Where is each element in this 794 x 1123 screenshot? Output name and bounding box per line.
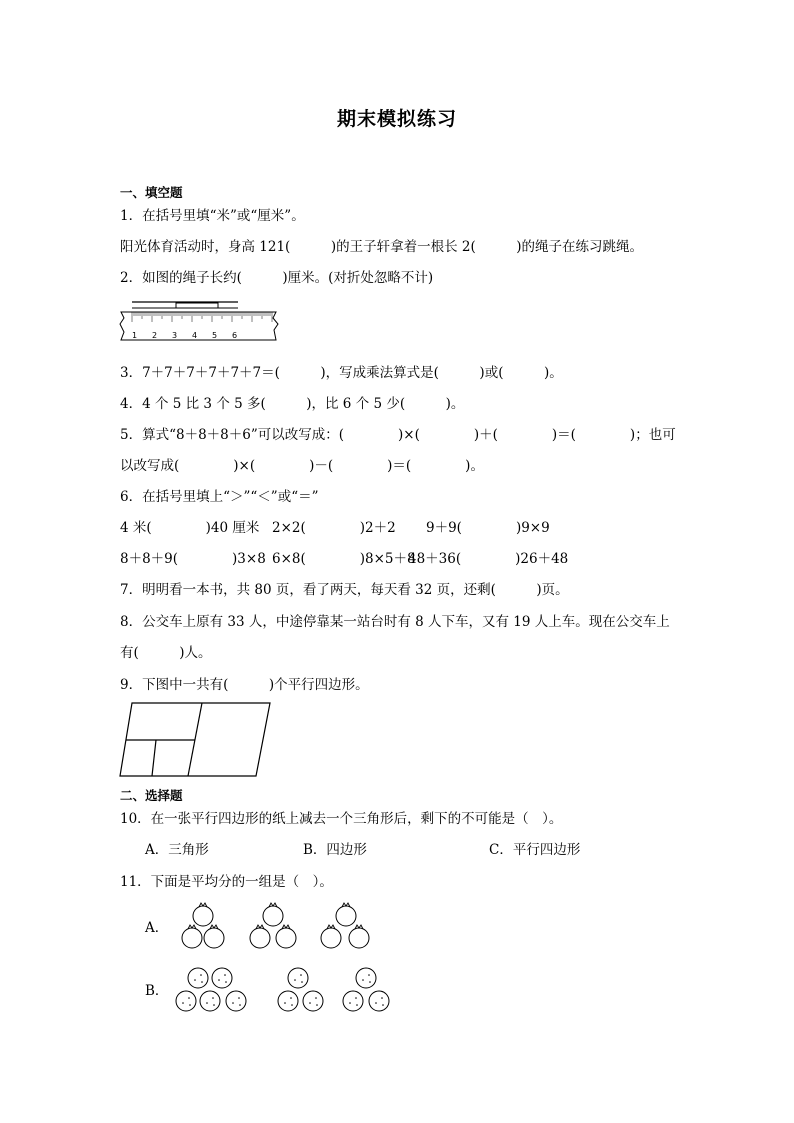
- question-3: 3．7＋7＋7＋7＋7＋7＝( )，写成乘法算式是( )或( )。: [120, 365, 563, 381]
- apple-icon: [204, 925, 224, 948]
- question-2: 2．如图的绳子长约( )厘米。(对折处忽略不计): [120, 270, 434, 286]
- parallelogram-figure: [118, 700, 272, 780]
- orange-icon: [176, 991, 196, 1011]
- orange-icon: [278, 991, 298, 1011]
- option-b-fruit-groups: [176, 968, 389, 1011]
- question-4: 4．4 个 5 比 3 个 5 多( )，比 6 个 5 少( )。: [120, 396, 465, 412]
- question-9: 9．下图中一共有( )个平行四边形。: [120, 677, 369, 693]
- question-10: 10．在一张平行四边形的纸上减去一个三角形后，剩下的不可能是（ ）。: [120, 811, 563, 827]
- apple-icon: [263, 903, 283, 926]
- q6-item: 9＋9( )9×9: [426, 520, 550, 536]
- question-5: 5．算式“8＋8＋8＋6”可以改写成：( )×( )＋( )＝( )；也可: [120, 427, 676, 443]
- ruler-label: 3: [172, 331, 178, 340]
- orange-icon: [188, 968, 208, 988]
- apple-icon: [321, 925, 341, 948]
- ruler-figure: [118, 298, 280, 346]
- question-5-continued: 以改写成( )×( )－( )＝( )。: [120, 458, 484, 474]
- orange-icon: [288, 968, 308, 988]
- question-7: 7．明明看一本书，共 80 页，看了两天，每天看 32 页，还剩( )页。: [120, 582, 569, 598]
- q11-option-b-label: B．: [145, 983, 169, 999]
- ruler-label: 2: [152, 331, 158, 340]
- q10-option-a: A．三角形: [145, 842, 209, 858]
- ruler-body: [120, 312, 278, 340]
- orange-icon: [303, 991, 323, 1011]
- section-heading-multiple-choice: 二、选择题: [120, 788, 183, 803]
- q6-item: 48＋36( )26＋48: [408, 551, 569, 567]
- ruler-label: 1: [132, 331, 138, 340]
- apple-icon: [349, 925, 369, 948]
- orange-icon: [200, 991, 220, 1011]
- apple-icon: [250, 925, 270, 948]
- q6-item: 8＋8＋9( )3×8: [120, 551, 266, 567]
- question-8: 8．公交车上原有 33 人，中途停靠某一站台时有 8 人下车，又有 19 人上车。现在公交车上: [120, 614, 670, 630]
- section-heading-fill-blanks: 一、填空题: [120, 185, 183, 200]
- ruler-label: 5: [212, 331, 218, 340]
- apple-icon: [276, 925, 296, 948]
- q10-option-c: C．平行四边形: [489, 842, 581, 858]
- ruler-label: 4: [192, 331, 198, 340]
- ruler-label: 6: [232, 331, 238, 340]
- question-6: 6．在括号里填上“＞”“＜”或“＝”: [120, 489, 319, 505]
- question-1: 1．在括号里填“米”或“厘米”。: [120, 208, 305, 224]
- page-title: 期末模拟练习: [336, 108, 457, 130]
- question-1-text: 阳光体育活动时，身高 121( )的王子轩拿着一根长 2( )的绳子在练习跳绳。: [120, 239, 644, 255]
- q6-item: 4 米( )40 厘米: [120, 520, 260, 536]
- divider-line: [152, 740, 156, 776]
- option-a-fruit-groups: [182, 903, 369, 948]
- question-11: 11．下面是平均分的一组是（ ）。: [120, 874, 333, 890]
- q10-option-b: B．四边形: [303, 842, 367, 858]
- orange-icon: [226, 991, 246, 1011]
- orange-icon: [356, 968, 376, 988]
- q6-item: 2×2( )2＋2: [272, 520, 396, 536]
- apple-icon: [182, 925, 202, 948]
- q11-fruit-groups: [165, 898, 405, 1018]
- orange-icon: [343, 991, 363, 1011]
- question-8-continued: 有( )人。: [120, 645, 212, 661]
- orange-icon: [369, 991, 389, 1011]
- apple-icon: [336, 903, 356, 926]
- apple-icon: [193, 903, 213, 926]
- orange-icon: [212, 968, 232, 988]
- rope-fold: [176, 303, 218, 308]
- q11-option-a-label: A．: [145, 920, 169, 936]
- q6-item: 6×8( )8×5＋8: [272, 551, 416, 567]
